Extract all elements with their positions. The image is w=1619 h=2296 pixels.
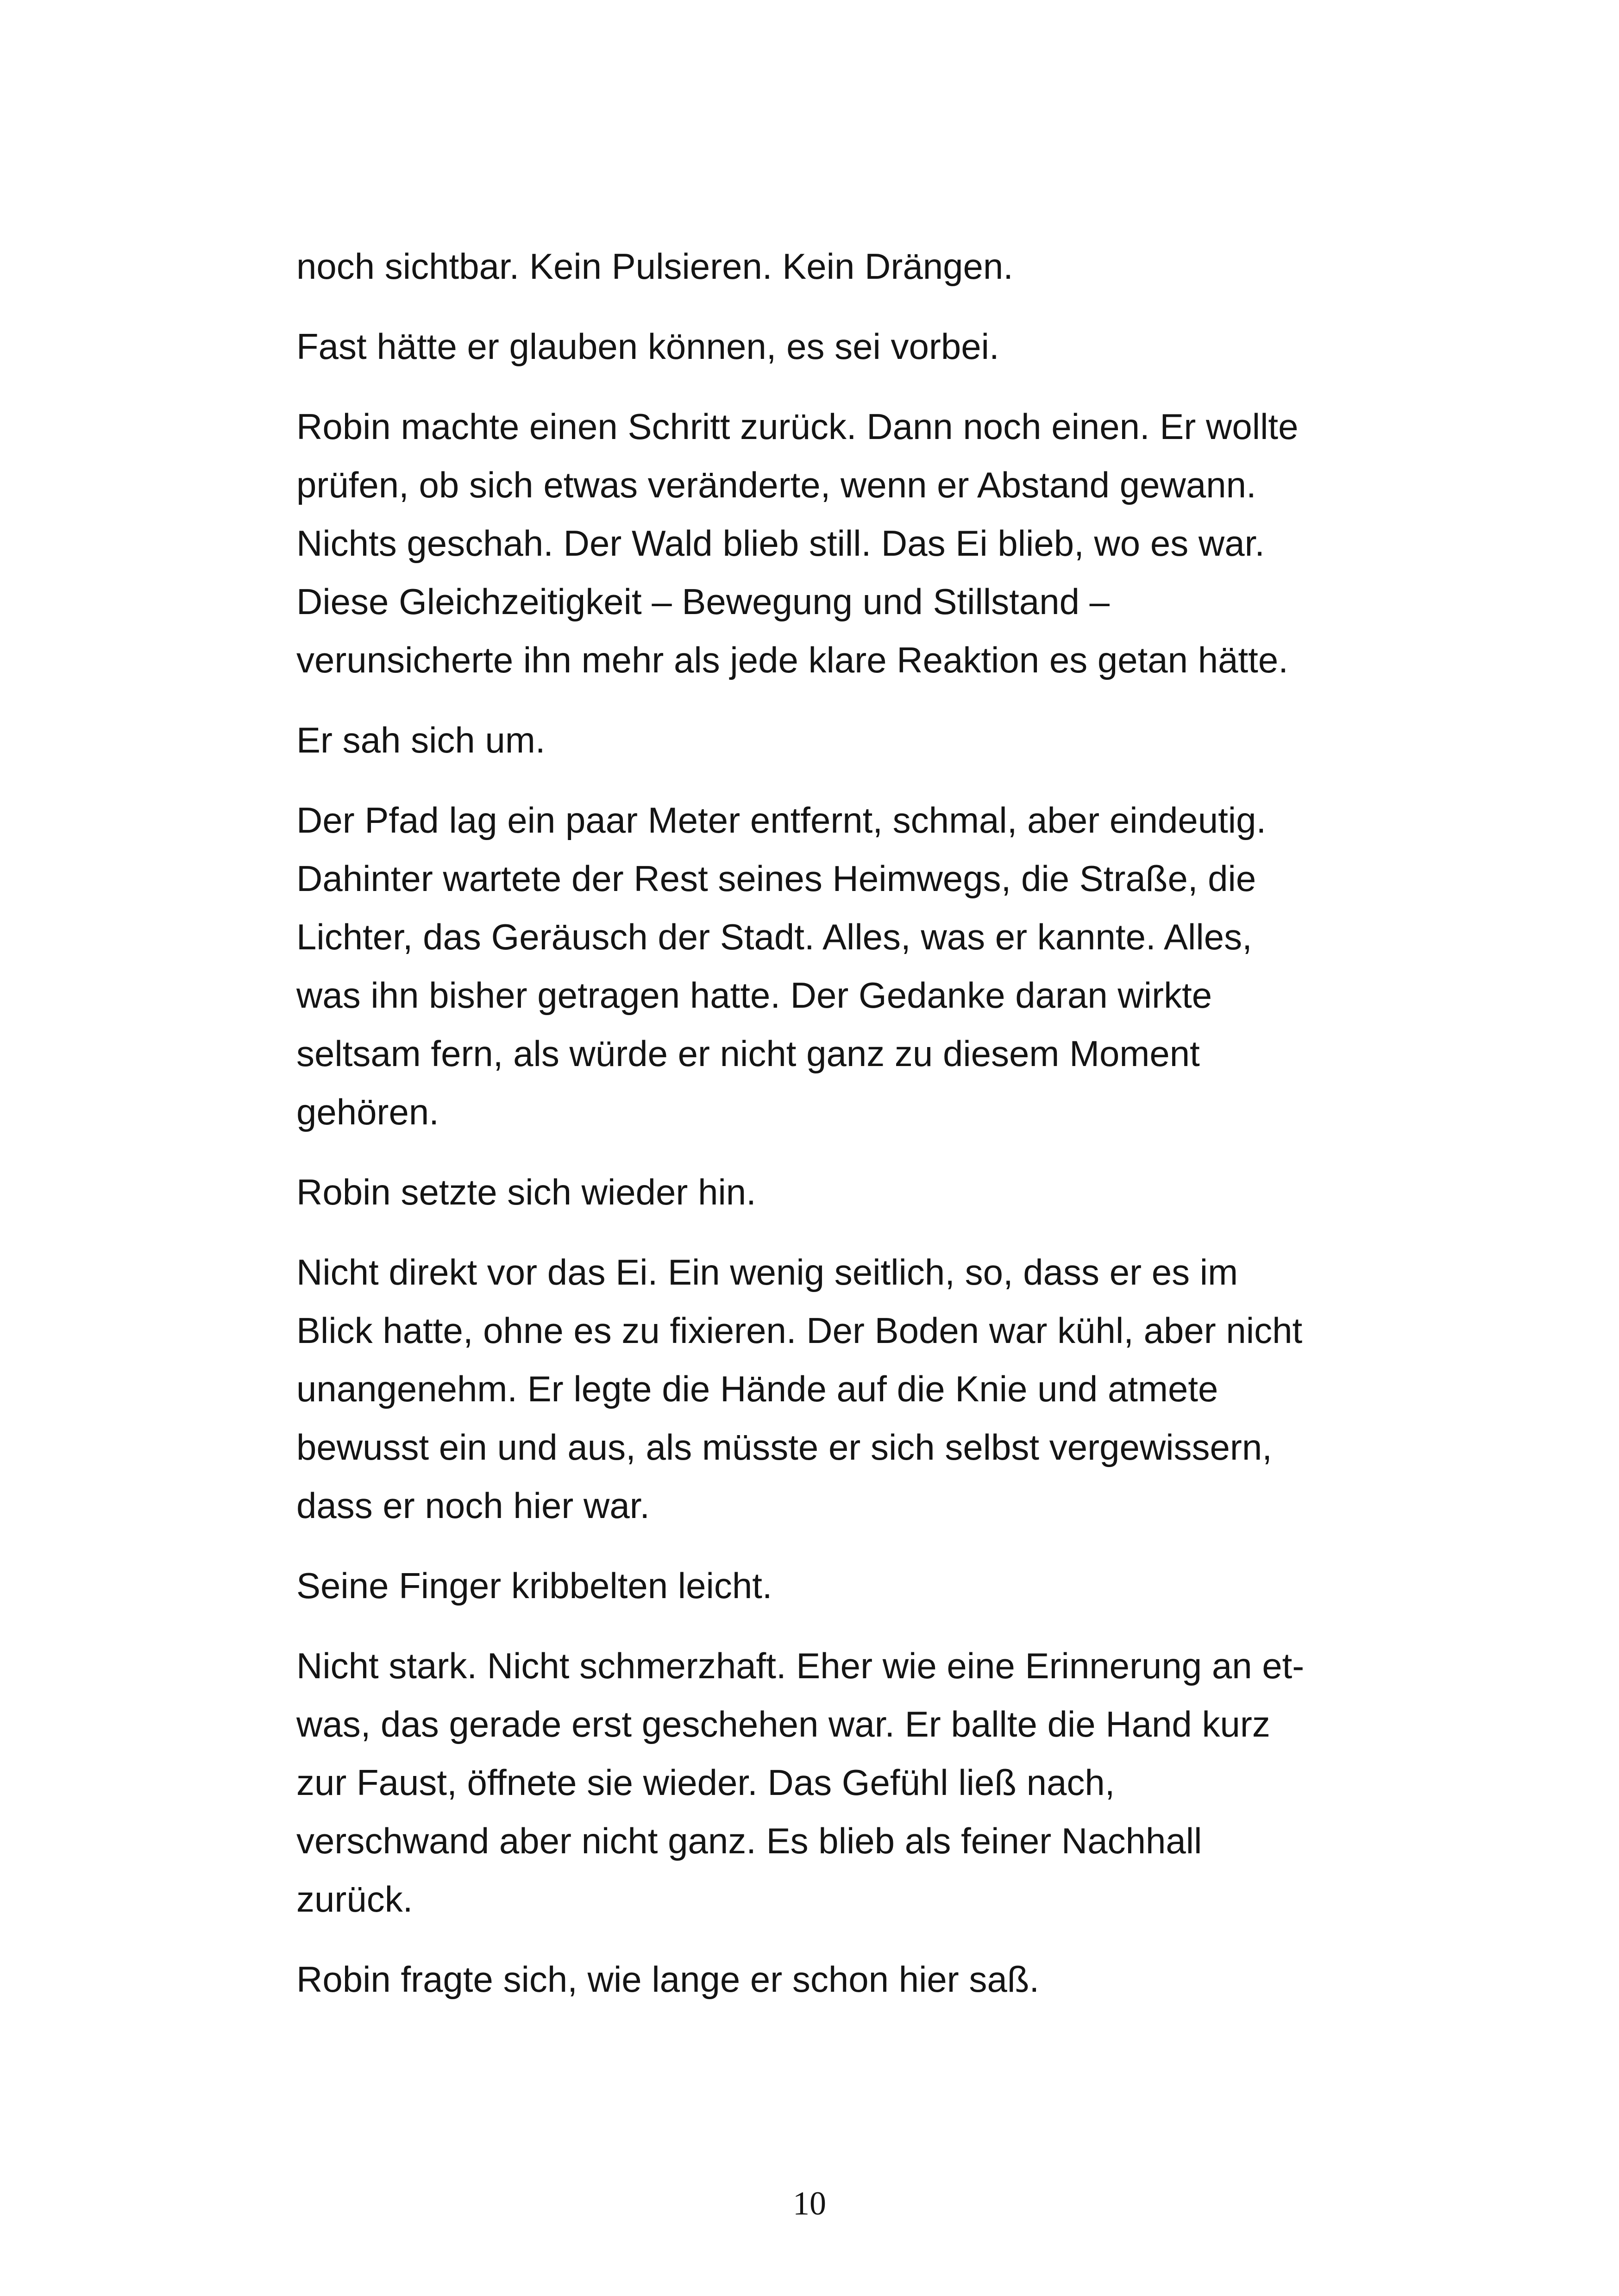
paragraph	[296, 1950, 1482, 2008]
paragraph	[296, 317, 1482, 376]
text-line: verunsicherte ihn mehr als jede klare Reaktion es getan hätte.	[296, 640, 1288, 680]
text-line: verschwand aber nicht ganz. Es blieb als feiner Nachhall	[296, 1820, 1202, 1861]
text-line: Blick hatte, ohne es zu fixieren. Der Boden war kühl, aber nicht	[296, 1310, 1303, 1351]
text-line: bewusst ein und aus, als müsste er sich selbst vergewissern,	[296, 1427, 1272, 1468]
text-line: Nicht direkt vor das Ei. Ein wenig seitlich, so, dass er es im	[296, 1252, 1238, 1292]
text-line: was, das gerade erst geschehen war. Er ballte die Hand kurz	[296, 1704, 1270, 1744]
text-line: zurück.	[296, 1879, 413, 1920]
paragraph	[296, 1163, 1482, 1221]
paragraph	[296, 791, 1482, 1141]
text-line: prüfen, ob sich etwas veränderte, wenn er Abstand gewann.	[296, 464, 1256, 505]
text-line: gehören.	[296, 1092, 439, 1132]
text-line: Er sah sich um.	[296, 720, 546, 760]
text-line: Lichter, das Geräusch der Stadt. Alles, was er kannte. Alles,	[296, 916, 1252, 957]
text-line: noch sichtbar. Kein Pulsieren. Kein Drängen.	[296, 246, 1013, 287]
paragraph	[296, 1637, 1482, 1928]
paragraph	[296, 1243, 1482, 1535]
text-line: Robin setzte sich wieder hin.	[296, 1172, 756, 1212]
text-line: seltsam fern, als würde er nicht ganz zu diesem Moment	[296, 1033, 1200, 1074]
text-line: zur Faust, öffnete sie wieder. Das Gefühl ließ nach,	[296, 1762, 1115, 1803]
paragraph	[296, 397, 1482, 689]
text-line: Seine Finger kribbelten leicht.	[296, 1565, 772, 1606]
text-line: Robin fragte sich, wie lange er schon hier saß.	[296, 1959, 1040, 2000]
text-line: unangenehm. Er legte die Hände auf die Knie und atmete	[296, 1368, 1218, 1409]
text-line: Nicht stark. Nicht schmerzhaft. Eher wie eine Erinnerung an et-	[296, 1645, 1305, 1686]
text-line: dass er noch hier war.	[296, 1485, 650, 1526]
text-line: Fast hätte er glauben können, es sei vorbei.	[296, 326, 999, 367]
page-number: 10	[793, 2185, 826, 2222]
text-line: Diese Gleichzeitigkeit – Bewegung und Stillstand –	[296, 581, 1110, 622]
paragraph	[296, 1556, 1482, 1615]
text-line: Nichts geschah. Der Wald blieb still. Das Ei blieb, wo es war.	[296, 523, 1265, 564]
text-line: was ihn bisher getragen hatte. Der Gedanke daran wirkte	[296, 975, 1212, 1016]
text-line: Robin machte einen Schritt zurück. Dann noch einen. Er wollte	[296, 406, 1299, 447]
body-text	[296, 237, 1482, 2030]
text-line: Dahinter wartete der Rest seines Heimwegs, die Straße, die	[296, 858, 1256, 899]
text-line: Der Pfad lag ein paar Meter entfernt, schmal, aber eindeutig.	[296, 800, 1267, 841]
paragraph	[296, 237, 1482, 295]
paragraph	[296, 711, 1482, 769]
